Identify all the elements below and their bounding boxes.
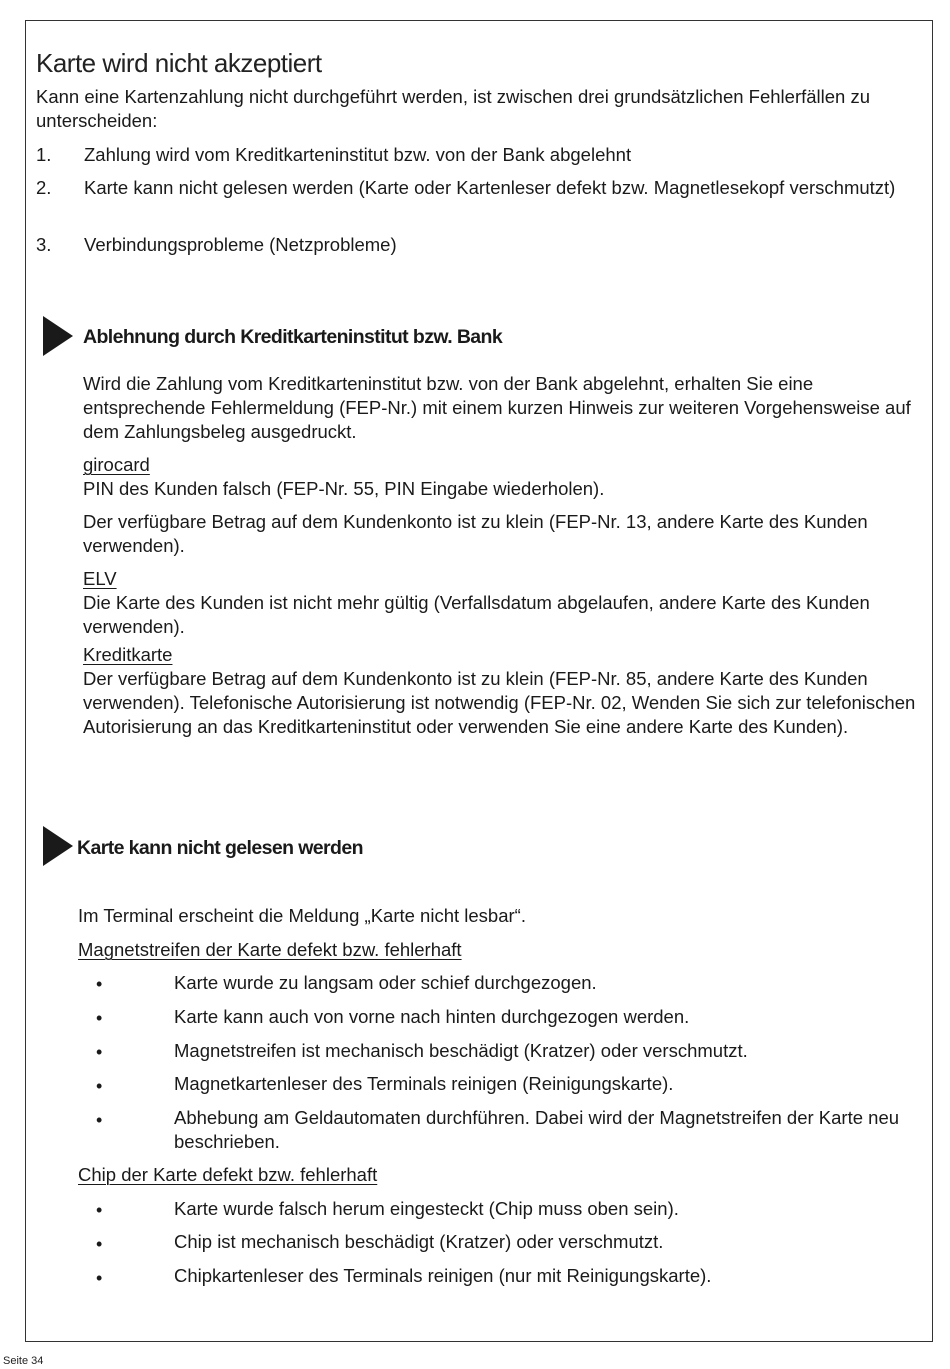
list-number: 1.	[36, 144, 52, 165]
kreditkarte-label: Kreditkarte	[83, 644, 173, 665]
section1-paragraph: Wird die Zahlung vom Kreditkarteninstitut bzw. von der Bank abgelehnt, erhalten Sie eine entsprechende Fehlermeldung (FEP-Nr.) mit einem kurzen Hinweis zur weiteren Vorgehensweise auf dem Zahlungsbeleg ausgedruckt.	[83, 373, 911, 442]
kreditkarte-text: Der verfügbare Betrag auf dem Kundenkonto ist zu klein (FEP-Nr. 85, andere Karte des Kunden verwenden). Telefonische Autorisierung ist notwendig (FEP-Nr. 02, Wenden Sie sich zur telefonischen Autorisierung an das Kreditkarteninstitut oder verwenden Sie eine andere Karte des Kunden).	[83, 668, 916, 737]
elv-label: ELV	[83, 568, 117, 589]
bullet-icon: •	[96, 1234, 103, 1254]
girocard-text-1: PIN des Kunden falsch (FEP-Nr. 55, PIN Eingabe wiederholen).	[83, 478, 605, 499]
elv-text: Die Karte des Kunden ist nicht mehr gültig (Verfallsdatum abgelaufen, andere Karte des Kunden verwenden).	[83, 592, 870, 637]
list-item: Karte kann auch von vorne nach hinten durchgezogen werden.	[174, 1006, 690, 1027]
girocard-label: girocard	[83, 454, 150, 475]
section-heading-ablehnung: Ablehnung durch Kreditkarteninstitut bzw. Bank	[83, 326, 503, 348]
arrow-right-icon	[43, 316, 73, 356]
magnet-label: Magnetstreifen der Karte defekt bzw. fehlerhaft	[78, 939, 462, 960]
arrow-right-icon	[43, 826, 73, 866]
list-item: Karte wurde zu langsam oder schief durchgezogen.	[174, 972, 597, 993]
chip-label: Chip der Karte defekt bzw. fehlerhaft	[78, 1164, 378, 1185]
page-title: Karte wird nicht akzeptiert	[36, 48, 322, 78]
list-number: 2.	[36, 177, 52, 198]
list-item: Abhebung am Geldautomaten durchführen. Dabei wird der Magnetstreifen der Karte neu beschrieben.	[174, 1107, 900, 1152]
bullet-icon: •	[96, 974, 103, 994]
section-heading-karte-nicht-gelesen: Karte kann nicht gelesen werden	[77, 837, 363, 859]
girocard-text-2: Der verfügbare Betrag auf dem Kundenkonto ist zu klein (FEP-Nr. 13, andere Karte des Kunden verwenden).	[83, 511, 868, 556]
list-item: Chip ist mechanisch beschädigt (Kratzer) oder verschmutzt.	[174, 1231, 664, 1252]
intro-paragraph: Kann eine Kartenzahlung nicht durchgeführt werden, ist zwischen drei grundsätzlichen Fehlerfällen zu unterscheiden:	[36, 86, 871, 131]
bullet-icon: •	[96, 1076, 103, 1096]
bullet-icon: •	[96, 1110, 103, 1130]
list-item: Magnetstreifen ist mechanisch beschädigt (Kratzer) oder verschmutzt.	[174, 1040, 748, 1061]
bullet-icon: •	[96, 1008, 103, 1028]
bullet-icon: •	[96, 1200, 103, 1220]
list-item: Karte wurde falsch herum eingesteckt (Chip muss oben sein).	[174, 1198, 679, 1219]
list-item: Chipkartenleser des Terminals reinigen (nur mit Reinigungskarte).	[174, 1265, 712, 1286]
list-item: Karte kann nicht gelesen werden (Karte oder Kartenleser defekt bzw. Magnetlesekopf verschmutzt)	[84, 177, 896, 198]
list-item: Verbindungsprobleme (Netzprobleme)	[84, 234, 397, 255]
bullet-icon: •	[96, 1042, 103, 1062]
section2-paragraph: Im Terminal erscheint die Meldung „Karte nicht lesbar“.	[78, 905, 526, 926]
list-item: Magnetkartenleser des Terminals reinigen (Reinigungskarte).	[174, 1073, 674, 1094]
list-number: 3.	[36, 234, 52, 255]
bullet-icon: •	[96, 1268, 103, 1288]
list-item: Zahlung wird vom Kreditkarteninstitut bzw. von der Bank abgelehnt	[84, 144, 632, 165]
page-number: Seite 34	[3, 1355, 44, 1367]
